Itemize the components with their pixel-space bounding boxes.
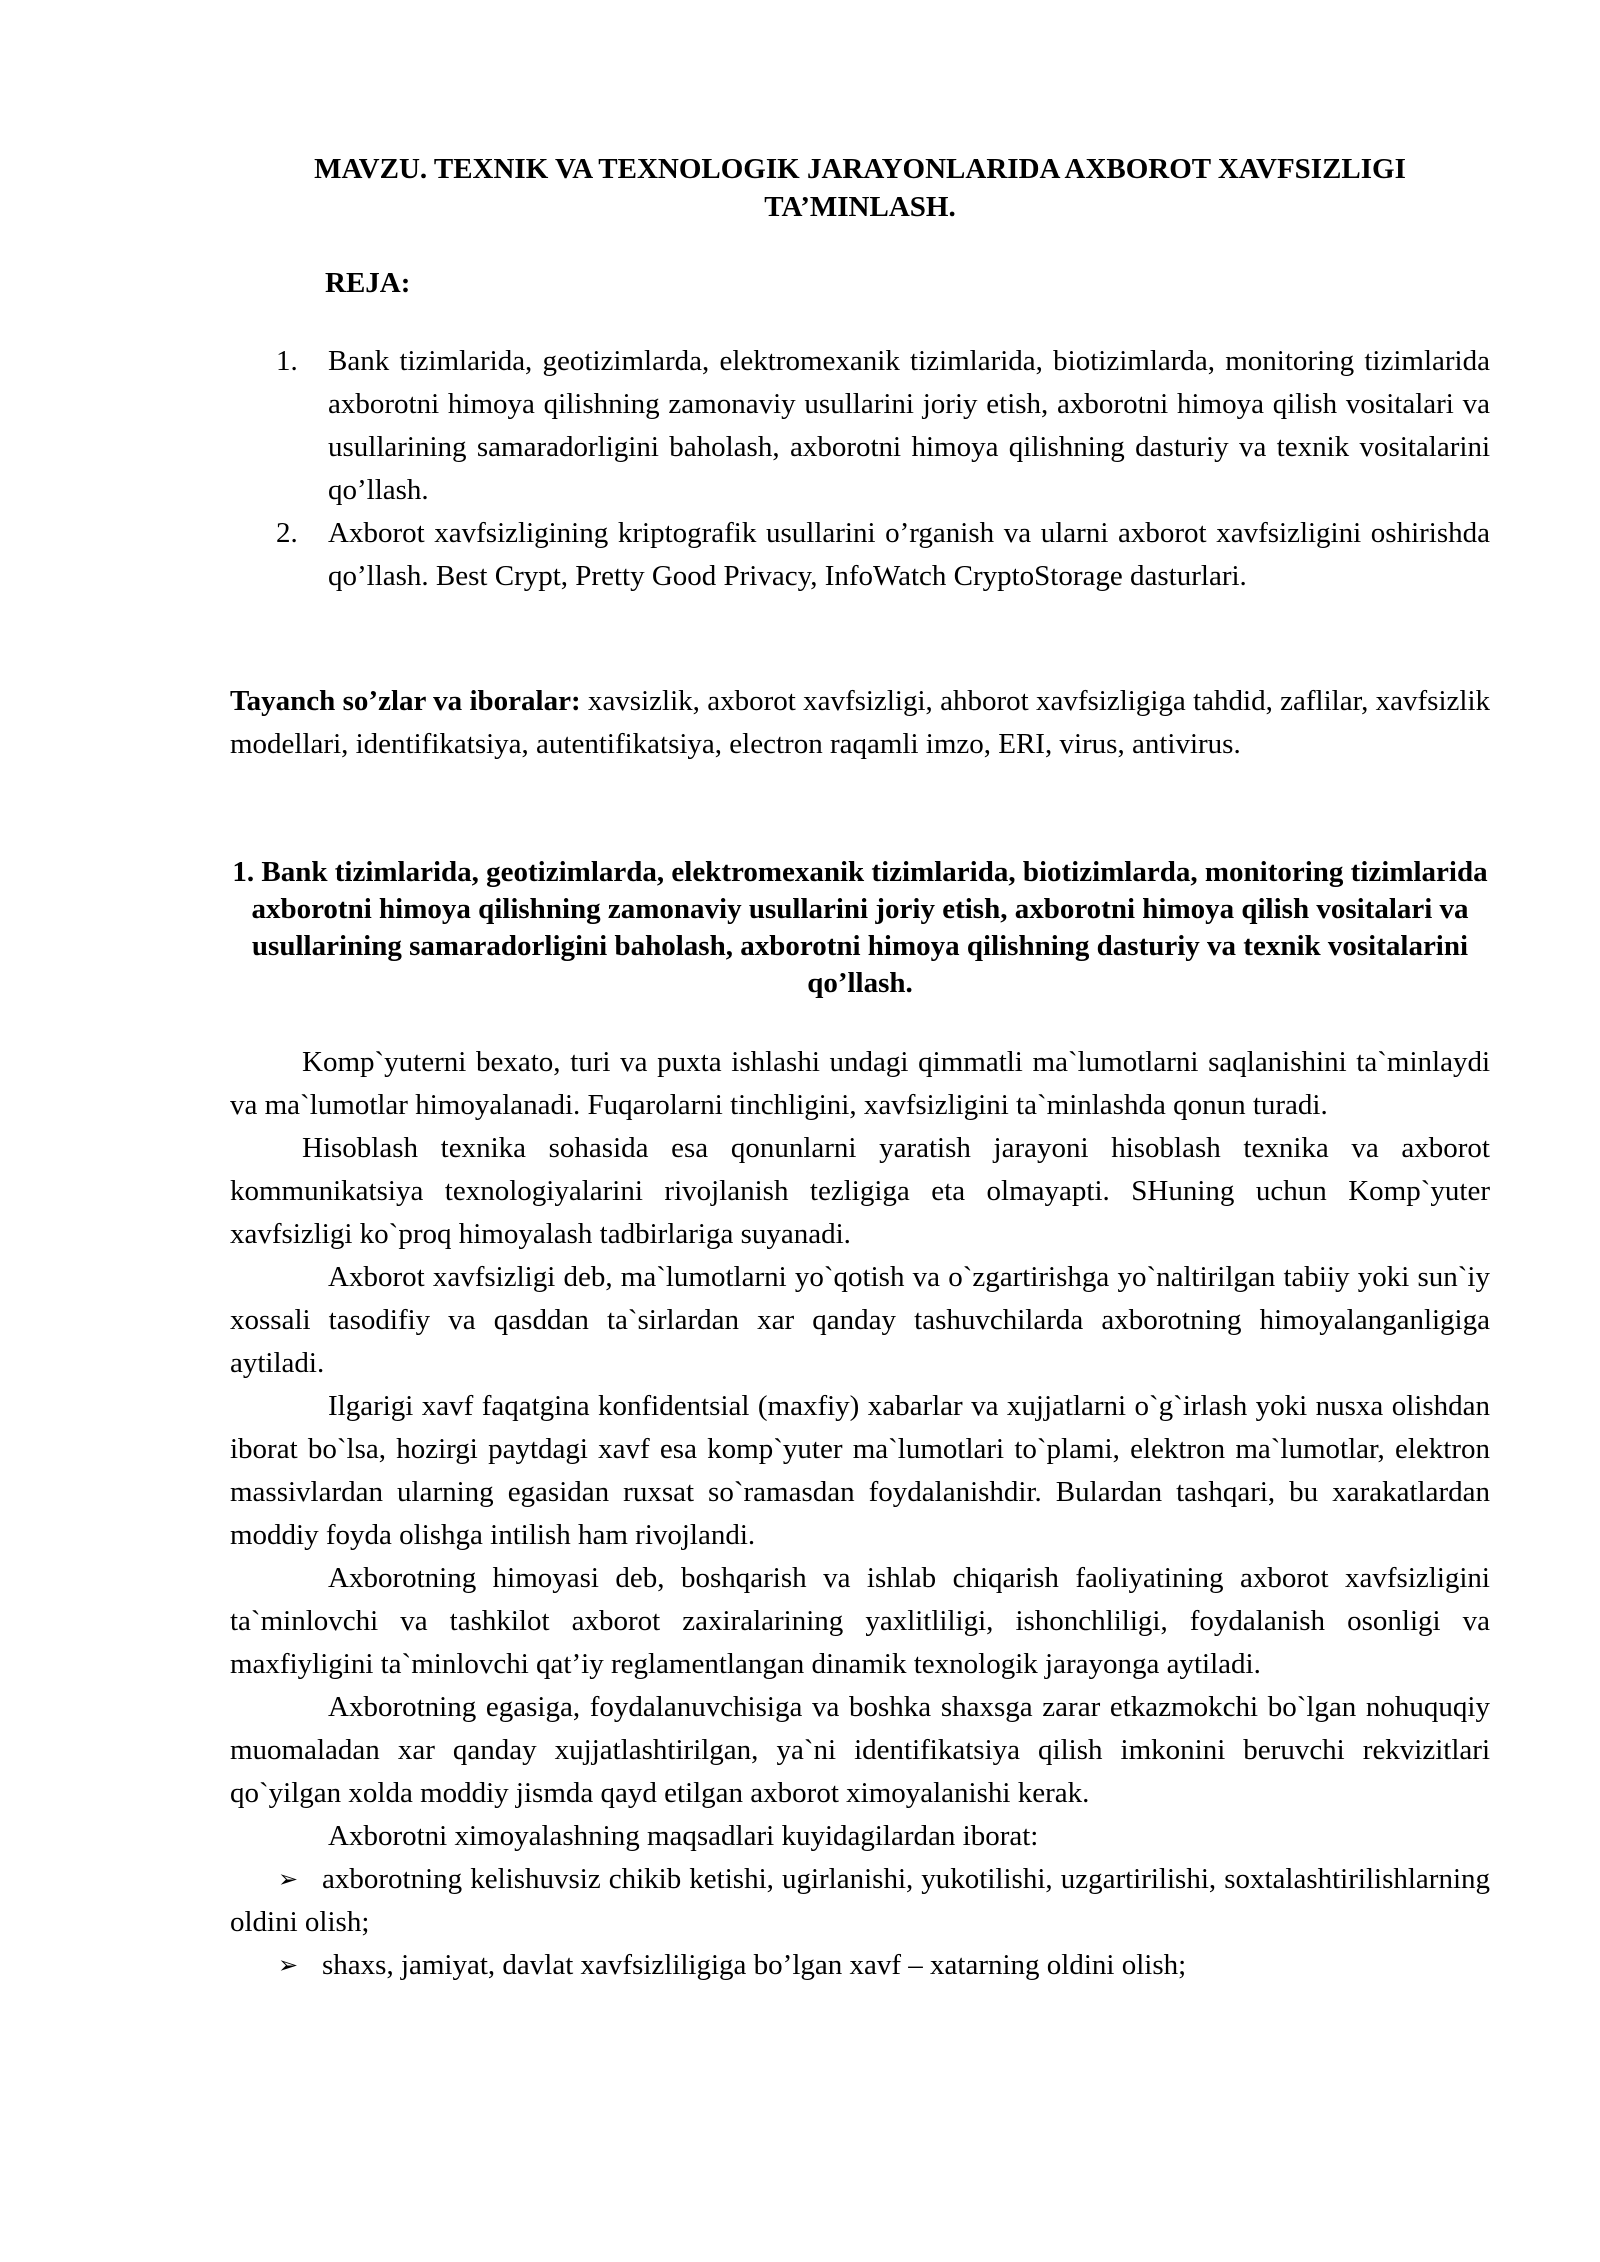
body-paragraph: Axborot xavfsizligi deb, ma`lumotlarni yo`qotish va o`zgartirishga yo`naltirilgan tabiiy yoki sun`iy xossali tasodifiy va qasddan ta`sirlardan xar qanday tashuvchilarda axborotning himoyalanganligiga aytiladi.: [230, 1261, 1490, 1379]
bullet-item: [230, 1858, 1490, 1944]
body-paragraph: Komp`yuterni bexato, turi va puxta ishlashi undagi qimmatli ma`lumotlarni saqlanishini ta`minlaydi va ma`lumotlar himoyalanadi. Fuqarolarni tinchligini, xavfsizligini ta`minlashda qonun turadi.: [230, 1046, 1490, 1121]
document-title: MAVZU. TEXNIK VA TEXNOLOGIK JARAYONLARIDA AXBOROT XAVFSIZLIGI TA’MINLASH.: [314, 153, 1406, 223]
plan-item-number: 2.: [276, 517, 298, 549]
bullet-item: [230, 1944, 1490, 1987]
body-paragraph: Hisoblash texnika sohasida esa qonunlarni yaratish jarayoni hisoblash texnika va axborot kommunikatsiya texnologiyalarini rivojlanish tezligiga eta olmayapti. SHuning uchun Komp`yuter xavfsizligi ko`proq himoyalash tadbirlariga suyanadi.: [230, 1132, 1490, 1250]
bullet-text: axborotning kelishuvsiz chikib ketishi, ugirlanishi, yukotilishi, uzgartirilishi, soxtalashtirilishlarning oldini olish;: [230, 1863, 1490, 1938]
body-paragraph: Axborotning egasiga, foydalanuvchisiga va boshka shaxsga zarar etkazmokchi bo`lgan nohuquqiy muomaladan xar qanday xujjatlashtirilgan, ya`ni identifikatsiya qilish imkonini beruvchi rekvizitlari qo`yilgan xolda moddiy jismda qayd etilgan axborot ximoyalanishi kerak.: [230, 1691, 1490, 1809]
plan-item: [230, 340, 1490, 512]
arrow-bullet-icon: ➢: [278, 1951, 299, 1979]
keywords-text: xavsizlik, axborot xavfsizligi, ahborot xavfsizligiga tahdid, zaflilar, xavfsizlik modellari, identifikatsiya, autentifikatsiya, electron raqamli imzo, ERI, virus, antivirus.: [230, 685, 1491, 760]
bullet-text: shaxs, jamiyat, davlat xavfsizliligiga bo’lgan xavf – xatarning oldini olish;: [322, 1949, 1187, 1981]
keywords-paragraph: [230, 680, 1490, 766]
plan-item-text: Bank tizimlarida, geotizimlarda, elektromexanik tizimlarida, biotizimlarda, monitoring tizimlarida axborotni himoya qilishning zamonaviy usullarini joriy etish, axborotni himoya qilish vositalari va usullarining samaradorligini baholash, axborotni himoya qilishning dasturiy va texnik vositalarini qo’llash.: [328, 345, 1490, 506]
plan-item: [230, 512, 1490, 598]
body-paragraph: Ilgarigi xavf faqatgina konfidentsial (maxfiy) xabarlar va xujjatlarni o`g`irlash yoki nusxa olishdan iborat bo`lsa, hozirgi paytdagi xavf esa komp`yuter ma`lumotlari to`plami, elektron ma`lumotlar, elektron massivlardan ularning egasidan ruxsat so`ramasdan foydalanishdir. Bulardan tashqari, bu xarakatlardan moddiy foyda olishga intilish ham rivojlandi.: [230, 1390, 1490, 1551]
arrow-bullet-icon: ➢: [278, 1865, 299, 1893]
plan-list: [230, 340, 1490, 598]
keywords-label: Tayanch so’zlar va iboralar:: [230, 685, 581, 717]
body-paragraph: Axborotni ximoyalashning maqsadlari kuyidagilardan iborat:: [328, 1820, 1039, 1852]
section-heading: 1. Bank tizimlarida, geotizimlarda, elektromexanik tizimlarida, biotizimlarda, monitoring tizimlarida axborotni himoya qilishning zamonaviy usullarini joriy etish, axborotni himoya qilish vositalari va usullarining samaradorligini baholash, axborotni himoya qilishning dasturiy va texnik vositalarini qo’llash.: [232, 856, 1488, 999]
plan-item-text: Axborot xavfsizligining kriptografik usullarini o’rganish va ularni axborot xavfsizligini oshirishda qo’llash. Best Crypt, Pretty Good Privacy, InfoWatch CryptoStorage dasturlari.: [328, 517, 1490, 592]
body-paragraph: Axborotning himoyasi deb, boshqarish va ishlab chiqarish faoliyatining axborot xavfsizligini ta`minlovchi va tashkilot axborot zaxiralarining yaxlitliligi, ishonchliligi, foydalanish osonligi va maxfiyligini ta`minlovchi qat’iy reglamentlangan dinamik texnologik jarayonga aytiladi.: [230, 1562, 1490, 1680]
plan-item-number: 1.: [276, 345, 298, 377]
plan-label: REJA:: [325, 267, 411, 299]
body-text: [230, 1041, 1490, 1987]
